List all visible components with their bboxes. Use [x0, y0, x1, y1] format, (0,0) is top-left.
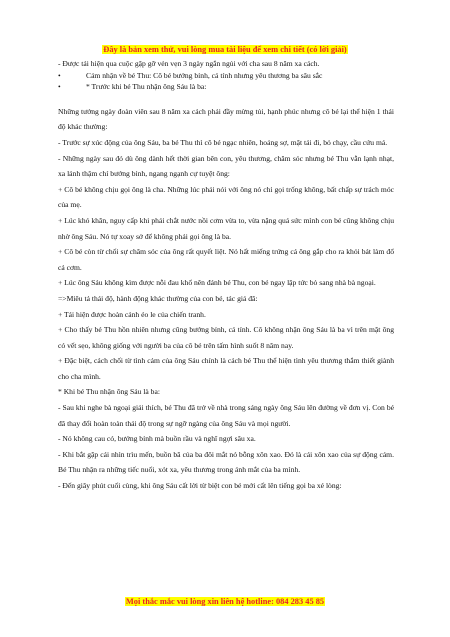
bullet-item	[58, 81, 394, 93]
paragraph: - Khi bắt gặp cái nhìn trìu mến, buồn bã của ba đôi mắt nó bỗng xôn xao. Đó là cái xôn xao của sự động cảm. Bé Thu nhận ra những tiếc nuối, xót xa, yêu thương trong ánh mắt của ba mình.	[58, 449, 394, 475]
paragraph: + Cho thấy bé Thu hồn nhiên nhưng cũng bướng bỉnh, cá tính. Cô không nhận ông Sáu là ba vì trên mặt ông có vết sẹo, không giống với người ba của cô bé trên tấm hình suốt 8 năm nay.	[58, 325, 394, 350]
paragraph: Những tưởng ngày đoàn viên sau 8 năm xa cách phải đầy mừng tủi, hạnh phúc nhưng cô bé lại thể hiện 1 thái độ khác thường:	[58, 106, 394, 132]
paragraph: + Cô bé không chịu gọi ông là cha. Những lúc phải nói với ông nó chỉ gọi trống không, bất chấp sự trách móc của mẹ.	[58, 184, 394, 210]
paragraph: - Trước sự xúc động của ông Sáu, ba bé Thu thì cô bé ngạc nhiên, hoảng sợ, mặt tái đi, bỏ chạy, cầu cứu má.	[58, 137, 388, 147]
hotline-notice-text: Mọi thắc mắc vui lòng xin liên hệ hotline: 084 283 45 85	[125, 597, 325, 606]
preview-notice	[40, 44, 410, 55]
paragraph: - Được tái hiện qua cuộc gặp gỡ vẻn vẹn 3 ngày ngắn ngủi với cha sau 8 năm xa cách.	[58, 59, 320, 68]
paragraph: + Cô bé còn từ chối sự chăm sóc của ông rất quyết liệt. Nó hất miếng trứng cá ông gắp cho ra khỏi bát làm đổ cả cơm.	[58, 247, 394, 272]
paragraph: + Lúc khó khăn, nguy cấp khi phải chắt nước nồi cơm vừa to, vừa nặng quá sức mình con bé cũng không chịu nhờ ông Sáu. Nó tự xoay sở để không phải gọi ông là ba.	[58, 215, 394, 241]
bullet-marker: •	[58, 82, 61, 92]
paragraph: =>Miêu tả thái độ, hành động khác thường của con bé, tác giả đã:	[58, 293, 258, 303]
bullet-marker: •	[58, 70, 61, 80]
hotline-notice	[40, 596, 410, 607]
preview-notice-text: Đây là bản xem thử, vui lòng mua tài liệu để xem chi tiết (có lời giải)	[103, 45, 347, 54]
paragraph: - Những ngày sau đó dù ông dành hết thời gian bên con, yêu thương, chăm sóc nhưng bé Thu vẫn lạnh nhạt, xa lánh thậm chí bướng bỉnh, ngang ngạnh cự tuyệt ông:	[58, 153, 394, 179]
bullet-item	[58, 70, 394, 82]
document-body	[58, 58, 394, 494]
paragraph: + Lúc ông Sáu không kìm được nỗi đau khổ nên đánh bé Thu, con bé ngay lập tức bỏ sang nhà bà ngoại.	[58, 278, 376, 288]
paragraph: + Đặc biệt, cách chối từ tình cảm của ông Sáu chính là cách bé Thu thể hiện tình yêu thương thắm thiết giành cho cha mình.	[58, 356, 394, 381]
bullet-text: Cảm nhận về bé Thu: Cô bé bướng bỉnh, cá tính nhưng yêu thương ba sâu sắc	[86, 70, 323, 80]
bullet-text: * Trước khi bé Thu nhận ông Sáu là ba:	[86, 82, 207, 92]
paragraph: - Sau khi nghe bà ngoại giải thích, bé Thu đã trở về nhà trong sáng ngày ông Sáu lên đường về đơn vị. Con bé đã thay đổi hoàn toàn thái độ trong sự ngỡ ngàng của ông Sáu và mọi người.	[58, 403, 394, 428]
paragraph: + Tái hiện được hoàn cảnh éo le của chiến tranh.	[58, 309, 206, 319]
paragraph: * Khi bé Thu nhận ông Sáu là ba:	[58, 387, 160, 397]
paragraph: - Nó không cau có, bướng bỉnh mà buồn rầu và nghĩ ngợi sâu xa.	[58, 434, 256, 444]
paragraph: - Đến giây phút cuối cùng, khi ông Sáu cất lời từ biệt con bé mới cất lên tiếng gọi ba xé lòng:	[58, 481, 342, 491]
